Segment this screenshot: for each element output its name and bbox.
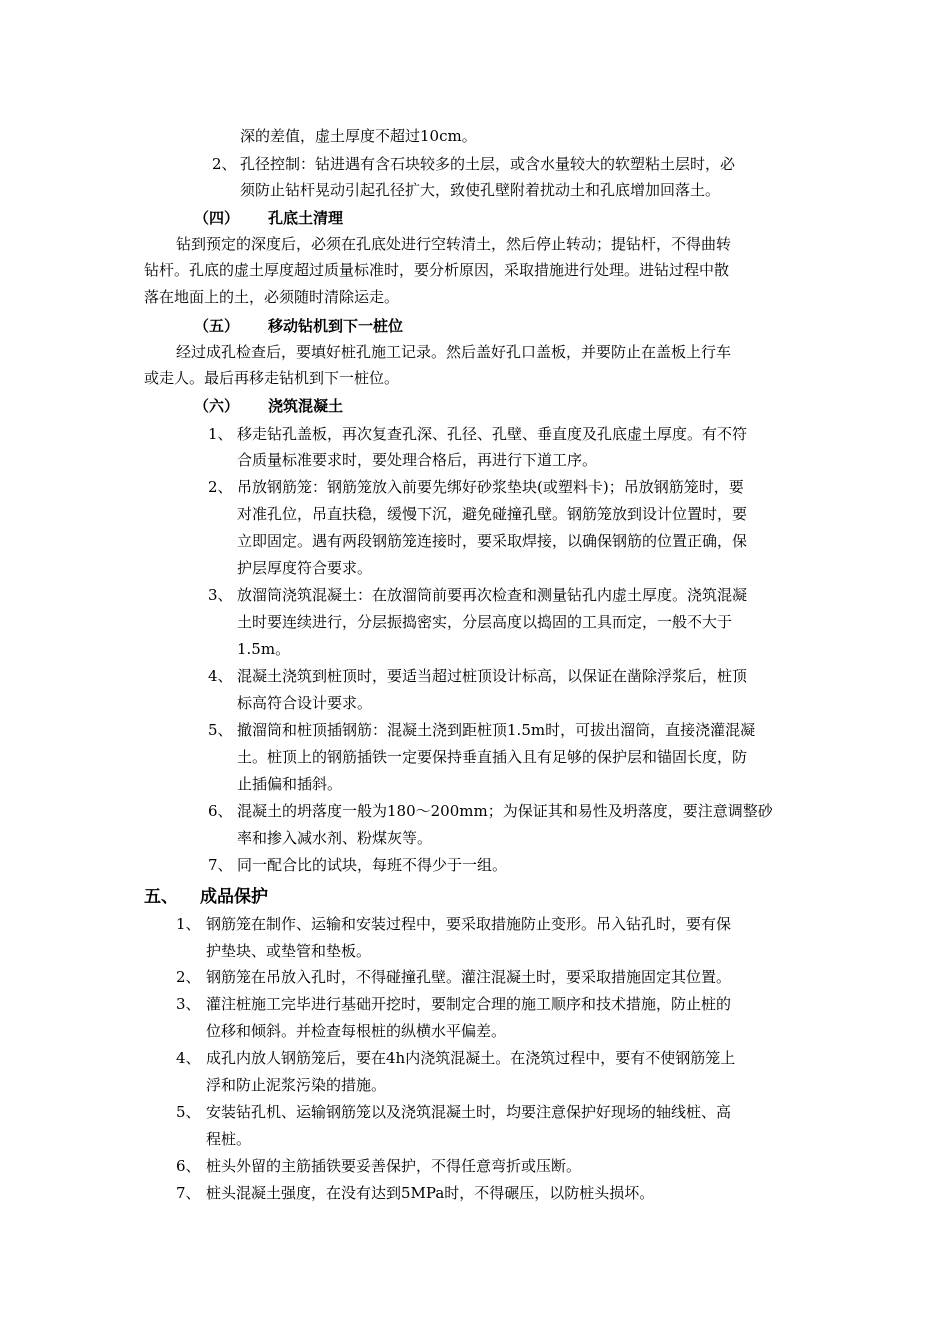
list-item-line: 同一配合比的试块，每班不得少于一组。 <box>237 856 508 874</box>
list-item-number: 5、 <box>208 721 233 739</box>
list-item-line: 混凝土浇筑到桩顶时，要适当超过桩顶设计标高，以保证在凿除浮浆后，桩顶 <box>237 667 748 685</box>
section-number: （六） <box>194 397 240 415</box>
list-item-number: 2、 <box>208 478 233 496</box>
paragraph-line: 钻到预定的深度后，必须在孔底处进行空转清土，然后停止转动；提钻杆，不得曲转 <box>176 235 732 253</box>
paragraph-line: 落在地面上的土，必须随时清除运走。 <box>144 288 400 306</box>
paragraph-line: 钻杆。孔底的虚土厚度超过质量标准时，要分析原因，采取措施进行处理。进钻过程中散 <box>144 261 730 279</box>
paragraph-line: 孔径控制：钻进遇有含石块较多的土层，或含水量较大的软塑粘土层时，必 <box>240 155 736 173</box>
list-item-line: 吊放钢筋笼：钢筋笼放入前要先绑好砂浆垫块(或塑料卡)；吊放钢筋笼时，要 <box>237 478 744 496</box>
list-item-line: 桩头混凝土强度，在没有达到5MPa时，不得碾压，以防桩头损坏。 <box>206 1184 655 1202</box>
section-number: 五、 <box>144 887 178 907</box>
list-item-line: 护垫块、或垫管和垫板。 <box>206 942 372 960</box>
section-heading <box>194 316 403 336</box>
section-title: 移动钻机到下一桩位 <box>268 317 404 335</box>
paragraph-line: 深的差值，虚土厚度不超过10cm。 <box>240 127 477 145</box>
paragraph-line: 须防止钻杆晃动引起孔径扩大，致使孔壁附着扰动土和孔底增加回落土。 <box>240 181 721 199</box>
list-item-number: 6、 <box>208 802 233 820</box>
list-item-number: 1、 <box>208 425 233 443</box>
list-item-number: 4、 <box>208 667 233 685</box>
list-item-line: 灌注桩施工完毕进行基础开挖时，要制定合理的施工顺序和技术措施，防止桩的 <box>206 995 732 1013</box>
list-item-line: 立即固定。遇有两段钢筋笼连接时，要采取焊接，以确保钢筋的位置正确，保 <box>237 532 748 550</box>
list-item-line: 成孔内放人钢筋笼后，要在4h内浇筑混凝土。在浇筑过程中，要有不使钢筋笼上 <box>206 1049 736 1067</box>
main-section-heading <box>144 887 268 907</box>
list-item-number: 2、 <box>176 968 201 986</box>
list-item-number: 4、 <box>176 1049 201 1067</box>
list-item-line: 标高符合设计要求。 <box>237 694 373 712</box>
list-item-line: 安装钻孔机、运输钢筋笼以及浇筑混凝土时，均要注意保护好现场的轴线桩、高 <box>206 1103 732 1121</box>
section-title: 浇筑混凝土 <box>268 397 344 415</box>
list-item-line: 放溜筒浇筑混凝土：在放溜筒前要再次检查和测量钻孔内虚土厚度。浇筑混凝 <box>237 586 748 604</box>
list-item-line: 土时要连续进行，分层振捣密实，分层高度以捣固的工具而定，一般不大于 <box>237 613 733 631</box>
list-item-line: 钢筋笼在制作、运输和安装过程中，要采取措施防止变形。吊入钻孔时，要有保 <box>206 915 732 933</box>
list-item-line: 护层厚度符合要求。 <box>237 559 373 577</box>
list-item-line: 率和掺入减水剂、粉煤灰等。 <box>237 829 433 847</box>
section-number: （四） <box>194 209 240 227</box>
section-title: 成品保护 <box>200 887 268 907</box>
list-item-line: 程桩。 <box>206 1130 252 1148</box>
list-item-line: 钢筋笼在吊放入孔时，不得碰撞孔壁。灌注混凝土时，要采取措施固定其位置。 <box>206 968 732 986</box>
list-item-number: 7、 <box>208 856 233 874</box>
list-item-number: 3、 <box>208 586 233 604</box>
list-item-number: 3、 <box>176 995 201 1013</box>
section-heading <box>194 208 343 228</box>
list-item-line: 撤溜筒和桩顶插钢筋：混凝土浇到距桩顶1.5m时，可拔出溜筒，直接浇灌混凝 <box>237 721 756 739</box>
section-number: （五） <box>194 317 240 335</box>
section-title: 孔底土清理 <box>268 209 344 227</box>
list-item-line: 止插偏和插斜。 <box>237 775 343 793</box>
list-item-number: 6、 <box>176 1157 201 1175</box>
list-item-number: 1、 <box>176 915 201 933</box>
list-item-line: 混凝土的坍落度一般为180～200mm；为保证其和易性及坍落度，要注意调整砂 <box>237 802 773 820</box>
list-item-line: 位移和倾斜。并检查每根桩的纵横水平偏差。 <box>206 1022 507 1040</box>
list-item-line: 土。桩顶上的钢筋插铁一定要保持垂直插入且有足够的保护层和锚固长度，防 <box>237 748 748 766</box>
paragraph-line: 经过成孔检查后，要填好桩孔施工记录。然后盖好孔口盖板，并要防止在盖板上行车 <box>176 343 732 361</box>
list-item-line: 对准孔位，吊直扶稳，缓慢下沉，避免碰撞孔壁。钢筋笼放到设计位置时，要 <box>237 505 748 523</box>
list-item-number: 2、 <box>212 155 237 173</box>
list-item-line: 合质量标准要求时，要处理合格后，再进行下道工序。 <box>237 451 598 469</box>
section-heading <box>194 396 343 416</box>
list-item-line: 桩头外留的主筋插铁要妥善保护，不得任意弯折或压断。 <box>206 1157 582 1175</box>
list-item-line: 移走钻孔盖板，再次复查孔深、孔径、孔壁、垂直度及孔底虚土厚度。有不符 <box>237 425 748 443</box>
list-item-number: 7、 <box>176 1184 201 1202</box>
list-item-line: 1.5m。 <box>237 640 291 658</box>
paragraph-line: 或走人。最后再移走钻机到下一桩位。 <box>144 369 400 387</box>
list-item-line: 浮和防止泥浆污染的措施。 <box>206 1076 387 1094</box>
list-item-number: 5、 <box>176 1103 201 1121</box>
